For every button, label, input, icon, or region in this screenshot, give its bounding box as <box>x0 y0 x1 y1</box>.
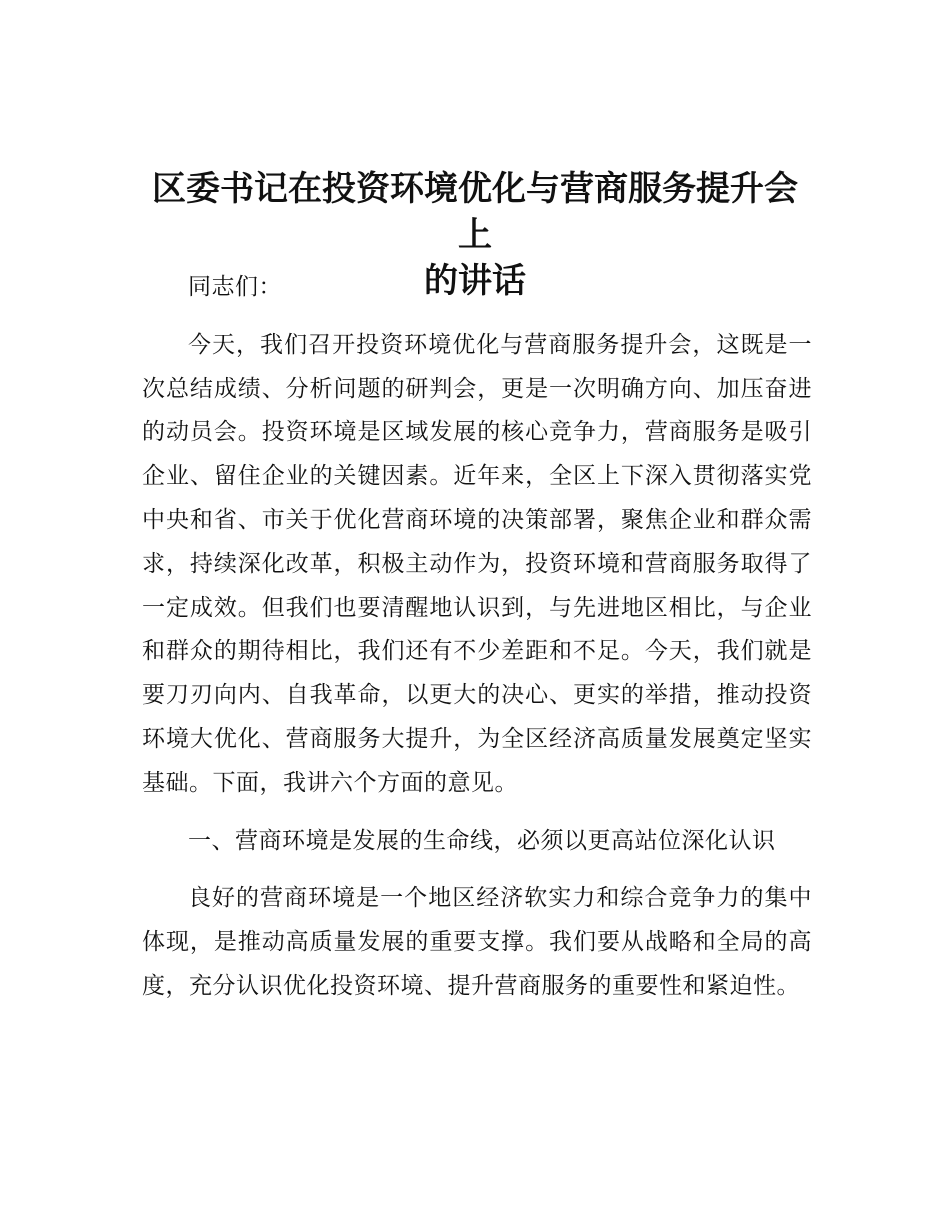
title-line-2: 的讲话 <box>424 261 526 301</box>
salutation: 同志们： <box>188 274 282 300</box>
title-line-1: 区委书记在投资环境优化与营商服务提升会上 <box>152 169 798 255</box>
paragraph-section-1: 良好的营商环境是一个地区经济软实力和综合竞争力的集中体现，是推动高质量发展的重要支撑。我们要从战略和全局的高度，充分认识优化投资环境、提升营商服务的重要性和紧迫性。 <box>142 885 812 999</box>
document-body <box>142 266 812 1009</box>
section-heading-1: 一、营商环境是发展的生命线，必须以更高站位深化认识 <box>188 827 776 854</box>
paragraph-opening: 今天，我们召开投资环境优化与营商服务提升会，这既是一次总结成绩、分析问题的研判会，更是一次明确方向、加压奋进的动员会。投资环境是区域发展的核心竞争力，营商服务是吸引企业、留住企业的关键因素。近年来，全区上下深入贯彻落实党中央和省、市关于优化营商环境的决策部署，聚焦企业和群众需求，持续深化改革，积极主动作为，投资环境和营商服务取得了一定成效。但我们也要清醒地认识到，与先进地区相比，与企业和群众的期待相比，我们还有不少差距和不足。今天，我们就是要刀刃向内、自我革命，以更大的决心、更实的举措，推动投资环境大优化、营商服务大提升，为全区经济高质量发展奠定坚实基础。下面，我讲六个方面的意见。 <box>142 331 812 796</box>
